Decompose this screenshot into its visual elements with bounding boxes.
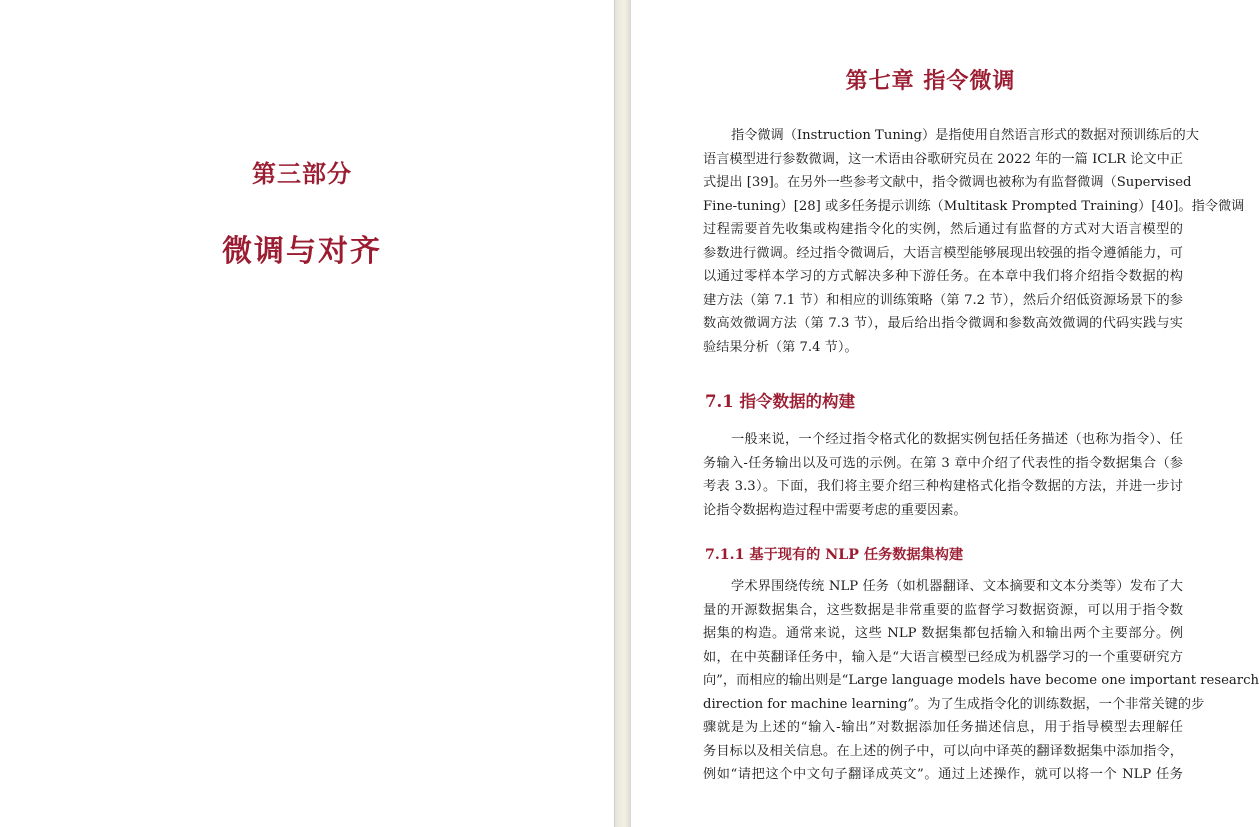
text-line: 以通过零样本学习的方式解决多种下游任务。在本章中我们将介绍指令数据的构 [703, 269, 1183, 284]
section-paragraph [703, 428, 1183, 522]
right-page [631, 0, 1259, 827]
section-title: 7.1 指令数据的构建 [705, 392, 855, 411]
text-line: 参数进行微调。经过指令微调后，大语言模型能够展现出较强的指令遵循能力，可 [703, 245, 1183, 261]
left-page [0, 0, 614, 827]
intro-paragraph [703, 124, 1245, 359]
text-line: 建方法（第 7.1 节）和相应的训练策略（第 7.2 节），然后介绍低资源场景下的参 [703, 292, 1183, 308]
text-line: 务输入-任务输出以及可选的示例。在第 3 章中介绍了代表性的指令数据集合（参 [703, 455, 1183, 471]
text-line: 学术界围绕传统 NLP 任务（如机器翻译、文本摘要和文本分类等）发布了大 [731, 579, 1183, 594]
text-line: 骤就是为上述的“输入-输出”对数据添加任务描述信息，用于指导模型去理解任 [703, 720, 1183, 735]
text-line: 验结果分析（第 7.4 节）。 [703, 339, 858, 355]
text-line: 一般来说，一个经过指令格式化的数据实例包括任务描述（也称为指令）、任 [731, 432, 1183, 447]
book-gutter [614, 0, 631, 827]
text-line: 据集的构造。通常来说，这些 NLP 数据集都包括输入和输出两个主要部分。例 [703, 626, 1183, 641]
text-line: 考表 3.3）。下面，我们将主要介绍三种构建格式化指令数据的方法，并进一步讨 [703, 479, 1183, 494]
text-line: 向”，而相应的输出则是“Large language models have become one important research [703, 673, 1259, 688]
text-line: 务目标以及相关信息。在上述的例子中，可以向中译英的翻译数据集中添加指令， [703, 743, 1183, 759]
part-subtitle: 微调与对齐 [222, 234, 382, 269]
text-line: 语言模型进行参数微调，这一术语由谷歌研究员在 2022 年的一篇 ICLR 论文中正 [703, 151, 1183, 167]
text-line: 过程需要首先收集或构建指令化的实例，然后通过有监督的方式对大语言模型的 [703, 222, 1183, 237]
text-line: 指令微调（Instruction Tuning）是指使用自然语言形式的数据对预训练后的大 [731, 128, 1199, 143]
text-line: 例如“请把这个中文句子翻译成英文”。通过上述操作，就可以将一个 NLP 任务 [703, 767, 1183, 782]
chapter-title: 第七章 指令微调 [845, 68, 1016, 94]
subsection-paragraph [703, 575, 1259, 787]
text-line: 如，在中英翻译任务中，输入是“大语言模型已经成为机器学习的一个重要研究方 [703, 649, 1183, 665]
text-line: 论指令数据构造过程中需要考虑的重要因素。 [703, 502, 967, 518]
subsection-title: 7.1.1 基于现有的 NLP 任务数据集构建 [705, 547, 964, 563]
text-line: 数高效微调方法（第 7.3 节），最后给出指令微调和参数高效微调的代码实践与实 [703, 316, 1183, 331]
text-line: Fine-tuning）[28] 或多任务提示训练（Multitask Prompted Training）[40]。指令微调 [703, 198, 1245, 214]
text-line: 式提出 [39]。在另外一些参考文献中，指令微调也被称为有监督微调（Supervised [703, 175, 1192, 190]
text-line: 量的开源数据集合，这些数据是非常重要的监督学习数据资源，可以用于指令数 [703, 602, 1183, 618]
text-line: direction for machine learning”。为了生成指令化的训练数据，一个非常关键的步 [703, 696, 1205, 712]
part-title: 第三部分 [252, 159, 352, 188]
